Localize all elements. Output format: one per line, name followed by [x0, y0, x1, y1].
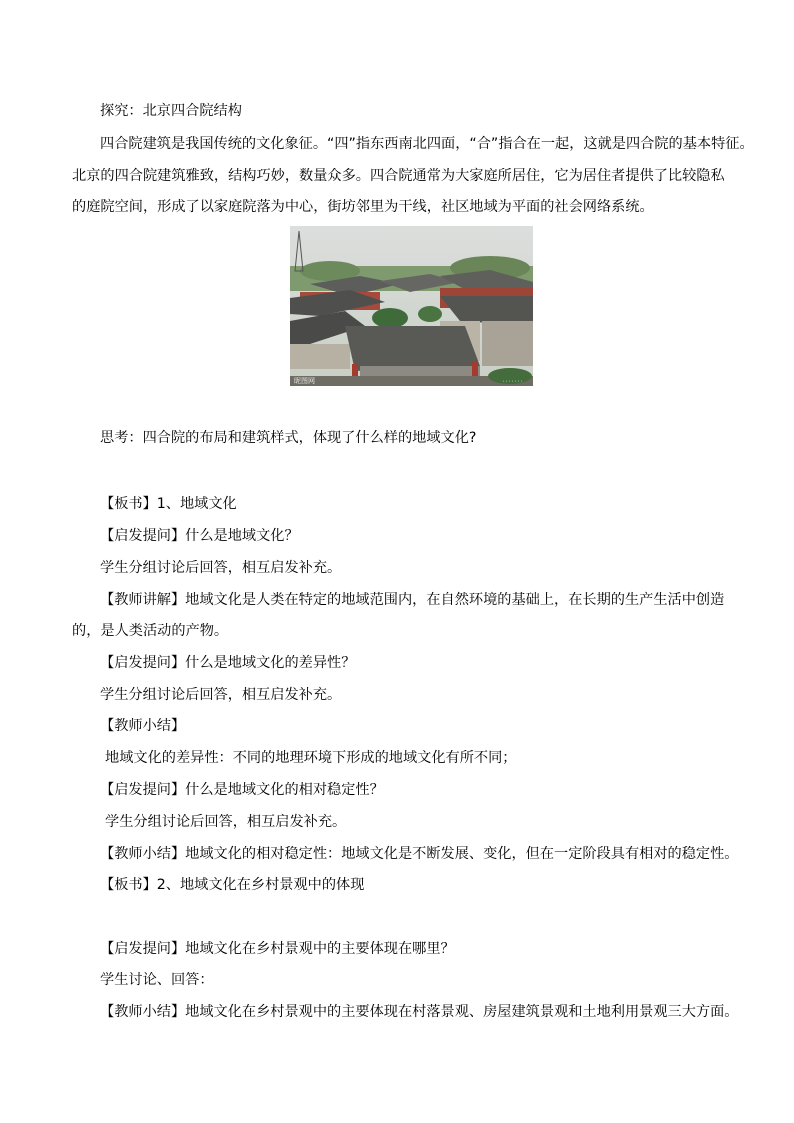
student-response-4: 学生讨论、回答： [100, 972, 214, 988]
student-response-3: 学生分组讨论后回答，相互启发补充。 [105, 814, 347, 830]
svg-text:·······: ······· [502, 379, 524, 385]
board-heading-2: 【板书】2、地域文化在乡村景观中的体现 [100, 877, 365, 893]
paragraph-intro-line-1: 四合院建筑是我国传统的文化象征。“四”指东西南北四面，“合”指合在一起，这就是四合院的基本特征。 [100, 136, 754, 152]
siheyuan-photo [290, 226, 533, 386]
teacher-summary-heading: 【教师小结】 [100, 718, 186, 734]
student-response-1: 学生分组讨论后回答，相互启发补充。 [100, 560, 342, 576]
board-heading-1: 【板书】1、地域文化 [100, 496, 237, 512]
prompt-question-2: 【启发提问】什么是地域文化的差异性？ [100, 655, 356, 671]
student-response-2: 学生分组讨论后回答，相互启发补充。 [100, 687, 342, 703]
paragraph-inquiry-title: 探究：北京四合院结构 [100, 103, 242, 119]
teacher-summary-rural: 【教师小结】地域文化在乡村景观中的主要体现在村落景观、房屋建筑景观和土地利用景观三大方面。 [100, 1004, 739, 1020]
teacher-explanation-line-1: 【教师讲解】地域文化是人类在特定的地域范围内，在自然环境的基础上，在长期的生产生活中创造 [100, 592, 725, 608]
paragraph-think-question: 思考：四合院的布局和建筑样式，体现了什么样的地域文化? [100, 430, 477, 446]
teacher-summary-difference: 地域文化的差异性：不同的地理环境下形成的地域文化有所不同； [105, 750, 517, 766]
teacher-summary-stability: 【教师小结】地域文化的相对稳定性：地域文化是不断发展、变化，但在一定阶段具有相对的稳定性。 [100, 846, 739, 862]
teacher-explanation-line-2: 的，是人类活动的产物。 [72, 623, 229, 639]
paragraph-intro-line-2: 北京的四合院建筑雅致，结构巧妙，数量众多。四合院通常为大家庭所居住，它为居住者提供了比较隐私 [72, 168, 725, 184]
photo-watermark: 昵图网 [294, 377, 315, 385]
paragraph-intro-line-3: 的庭院空间，形成了以家庭院落为中心，街坊邻里为干线，社区地域为平面的社会网络系统。 [72, 199, 654, 215]
prompt-question-3: 【启发提问】什么是地域文化的相对稳定性？ [100, 782, 384, 798]
prompt-question-4: 【启发提问】地域文化在乡村景观中的主要体现在哪里？ [100, 941, 455, 957]
prompt-question-1: 【启发提问】什么是地域文化？ [100, 528, 299, 544]
